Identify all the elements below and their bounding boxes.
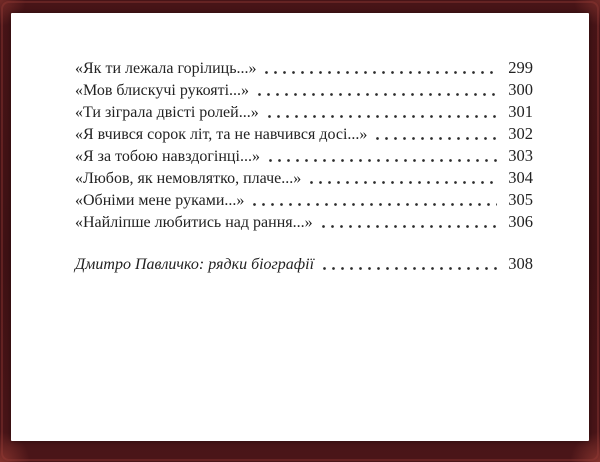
toc-entry (75, 189, 533, 211)
toc-entry-page-number: 303 (508, 146, 533, 165)
dot-leader (376, 123, 497, 145)
toc-entry (75, 145, 533, 167)
dot-leader (268, 101, 497, 123)
toc-entry (75, 57, 533, 79)
toc-entry-title: «Мов блискучі рукояті...» (75, 82, 250, 99)
toc-entry-page-number: 300 (508, 80, 533, 99)
toc-entry-page-number: 304 (508, 168, 533, 187)
toc-entry-page-number: 305 (508, 190, 533, 209)
dot-leader (265, 57, 497, 79)
toc-entry-page-number: 299 (508, 58, 533, 77)
toc-entry-page-number: 308 (508, 254, 533, 273)
toc-entry (75, 167, 533, 189)
table-of-contents (75, 57, 533, 275)
toc-entry-title: «Обніми мене руками...» (75, 192, 245, 209)
dot-leader (322, 211, 497, 233)
dot-leader (310, 167, 497, 189)
toc-entry-title: «Любов, як немовлятко, плаче...» (75, 170, 302, 187)
toc-entry-title: «Ти зіграла двісті ролей...» (75, 104, 259, 121)
toc-entry (75, 123, 533, 145)
dot-leader (258, 79, 497, 101)
toc-entry-page-number: 302 (508, 124, 533, 143)
dot-leader (323, 253, 497, 275)
toc-entry-title: «Як ти лежала горілиць...» (75, 60, 257, 77)
toc-entry-title: «Я за тобою навздогінці...» (75, 148, 260, 165)
toc-entry (75, 79, 533, 101)
toc-entry (75, 101, 533, 123)
toc-entry-title: «Я вчився сорок літ, та не навчився досі...» (75, 126, 368, 143)
toc-entry (75, 211, 533, 233)
toc-entry-title: «Найліпше любитись над рання...» (75, 214, 313, 231)
toc-entry-page-number: 301 (508, 102, 533, 121)
toc-list (75, 57, 533, 233)
toc-entry-page-number: 306 (508, 212, 533, 231)
book-page (11, 13, 589, 441)
dot-leader (253, 189, 497, 211)
toc-entry-title: Дмитро Павличко: рядки біографії (75, 256, 315, 273)
toc-entry-author (75, 253, 533, 275)
dot-leader (269, 145, 497, 167)
